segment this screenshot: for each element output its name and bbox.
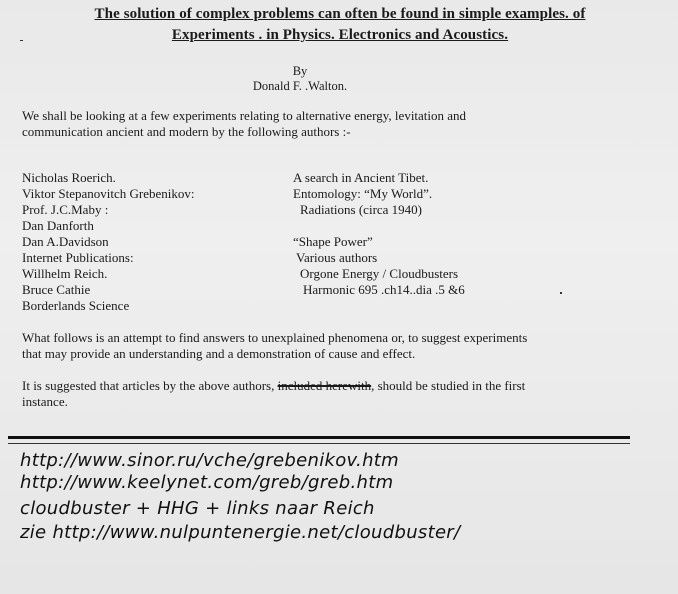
suggestion-line-2: instance. — [22, 394, 68, 409]
author-work: “Shape Power” — [293, 234, 373, 249]
intro-line-1: We shall be looking at a few experiments relating to alternative energy, levitation and — [22, 108, 467, 123]
handwritten-note: cloudbuster + HHG + links naar Reich — [20, 498, 375, 519]
author-name: Willhelm Reich. — [22, 266, 108, 281]
struck-text: included herewith — [277, 378, 372, 393]
author-work: Entomology: “My World”. — [293, 186, 433, 201]
suggestion-line-1 — [22, 378, 622, 394]
suggestion-text-before: It is suggested that articles by the above authors, — [22, 378, 278, 393]
scan-mark — [20, 40, 23, 41]
byline — [200, 64, 400, 94]
byline-by: By — [292, 64, 308, 78]
author-work: Harmonic 695 .ch14..dia .5 &6 — [303, 282, 465, 297]
author-work: Orgone Energy / Cloudbusters — [300, 266, 459, 281]
handwritten-url-1: http://www.sinor.ru/vche/grebenikov.htm — [20, 450, 399, 471]
byline-author: Donald F. .Walton. — [252, 79, 348, 93]
author-name: Prof. J.C.Maby : — [22, 202, 109, 217]
suggestion-paragraph — [22, 378, 622, 410]
suggestion-text-after: , should be studied in the first — [371, 378, 526, 393]
purpose-paragraph — [22, 330, 622, 362]
author-work: Radiations (circa 1940) — [300, 202, 423, 217]
title-line-1: The solution of complex problems can often be found in simple examples. of — [94, 6, 586, 22]
divider-thin — [8, 443, 630, 444]
handwritten-url-2: http://www.keelynet.com/greb/greb.htm — [20, 472, 394, 493]
author-work — [293, 218, 465, 234]
author-name: Borderlands Science — [22, 298, 130, 313]
purpose-line-1: What follows is an attempt to find answers to unexplained phenomena or, to suggest experiments — [22, 330, 528, 345]
author-name: Dan Danforth — [22, 218, 94, 233]
author-name: Internet Publications: — [22, 250, 134, 265]
author-work — [293, 298, 465, 314]
divider-thick — [8, 436, 630, 439]
author-names-column — [22, 170, 195, 314]
document-title — [40, 4, 640, 46]
author-works-column — [293, 170, 465, 314]
author-work: A search in Ancient Tibet. — [293, 170, 429, 185]
author-name: Nicholas Roerich. — [22, 170, 116, 185]
intro-paragraph — [22, 108, 622, 140]
intro-line-2: communication ancient and modern by the following authors :- — [22, 124, 351, 139]
author-work: Various authors — [296, 250, 378, 265]
title-line-2: Experiments . in Physics. Electronics and Acoustics. — [171, 27, 509, 43]
author-name: Viktor Stepanovitch Grebenikov: — [22, 186, 195, 201]
handwritten-url-3: zie http://www.nulpuntenergie.net/cloudbuster/ — [20, 522, 461, 543]
author-name: Dan A.Davidson — [22, 234, 109, 249]
author-name: Bruce Cathie — [22, 282, 91, 297]
scan-mark — [560, 292, 562, 294]
purpose-line-2: that may provide an understanding and a demonstration of cause and effect. — [22, 346, 416, 361]
